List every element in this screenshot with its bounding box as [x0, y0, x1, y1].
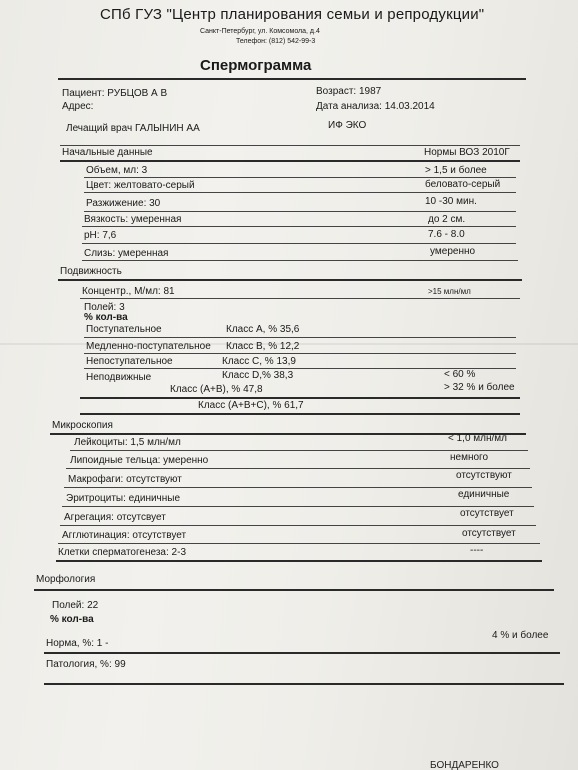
- row-rule: [62, 506, 534, 507]
- class-ab-value: Класс (А+В), % 47,8: [170, 384, 263, 395]
- agglutination-norm: отсутствует: [462, 528, 516, 539]
- leukocytes-norm: < 1,0 млн/мл: [448, 433, 508, 444]
- ph-row: pH: 7,6: [84, 230, 117, 241]
- section-rule: [60, 160, 520, 162]
- progressive-label: Поступательное: [86, 324, 162, 335]
- row-rule: [70, 450, 528, 451]
- color-norm: беловато-серый: [425, 179, 501, 190]
- morphology-count-label: % кол-ва: [50, 614, 94, 625]
- class-b-value: Класс В, % 12,2: [226, 341, 300, 352]
- macrophages-norm: отсутствуют: [456, 470, 512, 481]
- immotile-label: Неподвижные: [86, 372, 152, 383]
- row-rule: [82, 243, 516, 244]
- macrophages-row: Макрофаги: отсутствуют: [68, 474, 182, 485]
- slow-progressive-label: Медленно-поступательное: [86, 341, 211, 352]
- ph-norm: 7.6 - 8.0: [428, 229, 465, 240]
- liquefaction-row: Разжижение: 30: [86, 198, 161, 209]
- nonprogressive-label: Непоступательное: [86, 356, 173, 367]
- mucus-norm: умеренно: [430, 246, 476, 257]
- class-d-value: Класс D,% 38,3: [222, 370, 294, 381]
- pathology-row: Патология, %: 99: [46, 659, 126, 670]
- class-abc-value: Класс (А+В+С), % 61,7: [198, 400, 304, 411]
- row-rule: [44, 652, 560, 654]
- spermatogenesis-row: Клетки сперматогенеза: 2-3: [58, 547, 187, 558]
- row-rule: [58, 543, 540, 544]
- leukocytes-row: Лейкоциты: 1,5 млн/мл: [74, 437, 181, 448]
- clinic-phone: Телефон: (812) 542-99-3: [236, 38, 316, 45]
- volume-norm: > 1,5 и более: [425, 165, 487, 176]
- document-title: Спермограмма: [200, 57, 312, 74]
- aggregation-row: Агрегация: отсутсвует: [64, 512, 166, 523]
- concentration-row: Концентр., М/мл: 81: [82, 286, 175, 297]
- volume-row: Объем, мл: 3: [86, 165, 148, 176]
- title-underline: [58, 78, 526, 80]
- spermatogenesis-norm: ----: [470, 545, 484, 556]
- analysis-date: Дата анализа: 14.03.2014: [316, 101, 435, 112]
- class-d-norm: < 60 %: [444, 369, 476, 380]
- viscosity-row: Вязкость: умеренная: [84, 214, 182, 225]
- clinic-name: СПб ГУЗ "Центр планирования семьи и репродукции": [100, 6, 485, 23]
- section-rule: [60, 145, 520, 146]
- lipoid-norm: немного: [450, 452, 489, 463]
- microscopy-heading: Микроскопия: [52, 420, 113, 431]
- row-rule: [82, 260, 518, 261]
- initial-heading: Начальные данные: [62, 147, 153, 158]
- norm-row: Норма, %: 1 -: [46, 638, 109, 649]
- class-ab-norm: > 32 % и более: [444, 382, 515, 393]
- doctor-name: Лечащий врач ГАЛЫНИН АА: [66, 123, 200, 134]
- row-rule: [80, 298, 520, 299]
- procedure: ИФ ЭКО: [328, 120, 367, 131]
- morphology-fields: Полей: 22: [52, 600, 99, 611]
- color-row: Цвет: желтовато-серый: [86, 180, 195, 191]
- row-rule: [84, 192, 516, 193]
- row-rule: [82, 226, 516, 227]
- patient-name: Пациент: РУБЦОВ А В: [62, 88, 168, 99]
- row-rule: [80, 397, 520, 399]
- row-rule: [64, 487, 532, 488]
- row-rule: [60, 525, 536, 526]
- row-rule: [44, 683, 564, 685]
- class-a-value: Класс А, % 35,6: [226, 324, 300, 335]
- norm-value: 4 % и более: [492, 630, 549, 641]
- aggregation-norm: отсутствует: [460, 508, 514, 519]
- row-rule: [56, 560, 542, 562]
- section-rule: [58, 279, 522, 281]
- class-c-value: Класс С, % 13,9: [222, 356, 296, 367]
- motility-fields: Полей: 3: [84, 302, 125, 313]
- section-rule: [34, 589, 554, 591]
- row-rule: [84, 211, 516, 212]
- viscosity-norm: до 2 см.: [428, 214, 466, 225]
- patient-age: Возраст: 1987: [316, 86, 382, 97]
- row-rule: [80, 413, 520, 415]
- motility-count-label: % кол-ва: [84, 312, 128, 323]
- row-rule: [84, 177, 516, 178]
- signature-fragment: БОНДАРЕНКО: [430, 760, 499, 770]
- patient-address: Адрес:: [62, 101, 94, 112]
- erythrocytes-norm: единичные: [458, 489, 510, 500]
- liquefaction-norm: 10 -30 мин.: [425, 196, 477, 207]
- row-rule: [84, 337, 516, 338]
- morphology-heading: Морфология: [36, 574, 96, 585]
- row-rule: [66, 468, 530, 469]
- agglutination-row: Агглютинация: отсутствует: [62, 530, 187, 541]
- row-rule: [84, 353, 516, 354]
- erythrocytes-row: Эритроциты: единичные: [66, 493, 181, 504]
- clinic-address: Санкт-Петербург, ул. Комсомола, д.4: [200, 28, 320, 35]
- norms-heading: Нормы ВОЗ 2010Г: [424, 147, 510, 158]
- concentration-norm: >15 млн/мл: [428, 287, 471, 296]
- mucus-row: Слизь: умеренная: [84, 248, 169, 259]
- lipoid-row: Липоидные тельца: умеренно: [70, 455, 209, 466]
- motility-heading: Подвижность: [60, 266, 122, 277]
